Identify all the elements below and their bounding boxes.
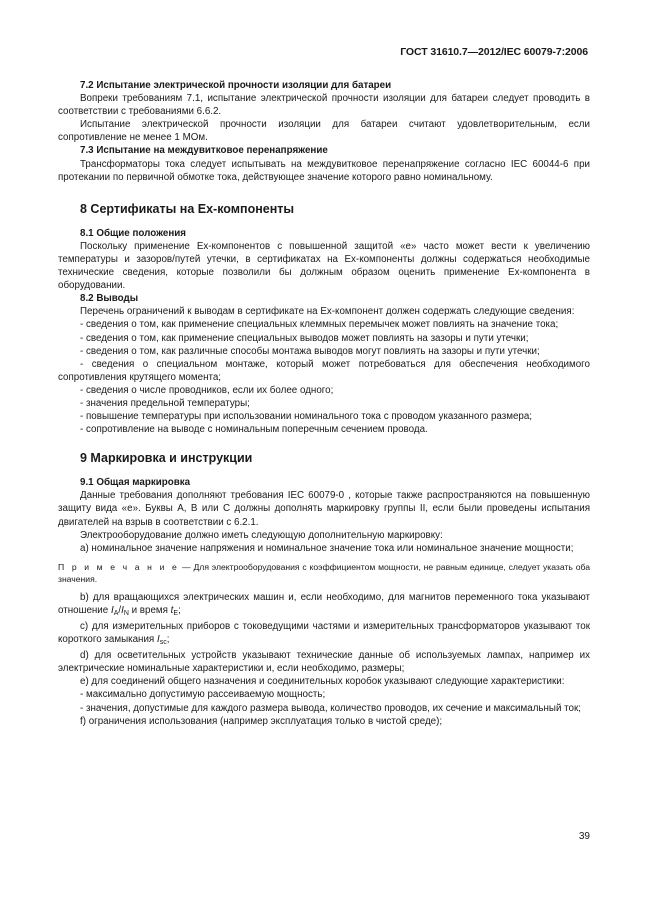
subscript-a: A: [113, 609, 119, 617]
marking-item-e: е) для соединений общего назначения и соединительных коробок указывают следующие характеристики:: [80, 676, 565, 688]
subscript-n: N: [123, 609, 129, 617]
page-content: [58, 79, 590, 728]
section-8-title: 8 Сертификаты на Ex-компоненты: [80, 201, 295, 216]
marking-item-b-text-2: и время: [128, 604, 171, 616]
marking-item-c-text: с) для измерительных приборов с токоведущими частями и измерительных трансформаторов указывают ток короткого замыкания: [58, 621, 590, 646]
symbol-isc: I: [156, 634, 160, 646]
symbol-ia: I: [110, 604, 114, 616]
marking-item-f: f) ограничения использования (например эксплуатация только в чистой среде);: [80, 715, 443, 727]
subscript-e: E: [173, 609, 179, 617]
section-9-1-title: 9.1 Общая маркировка: [80, 477, 191, 489]
section-7-2-paragraph-2: Испытание электрической прочности изоляции для батареи считают удовлетворительным, если сопротивление не менее 1 МОм.: [58, 119, 590, 144]
marking-item-d: d) для осветительных устройств указывают технические данные об используемых лампах, например их электрические номинальные характеристики и, если необходимо, размеры;: [58, 650, 590, 675]
page-number: 39: [578, 831, 590, 842]
section-8-1-paragraph-1: Поскольку применение Ex-компонентов с повышенной защитой «е» часто может вести к увеличению температуры и зазоров/путей утечки, в сертификатах на Ex-компоненты должны содержаться необходимые технические сведения, которые позволили бы должным образом оценить применение Ex-компонента в оборудовании.: [58, 240, 590, 292]
section-8-2-paragraph-1: Перечень ограничений к выводам в сертификате на Ex-компонент должен содержать следующие сведения:: [80, 306, 575, 318]
list-item: - сведения о числе проводников, если их более одного;: [80, 384, 334, 396]
list-item: - повышение температуры при использовании номинального тока с проводом указанного размера;: [80, 411, 533, 423]
section-7-2-title: 7.2 Испытание электрической прочности изоляции для батареи: [80, 80, 392, 91]
list-item: - сопротивление на выводе с номинальным поперечным сечением провода.: [80, 424, 428, 436]
standard-header: ГОСТ 31610.7—2012/IEC 60079-7:2006: [400, 46, 588, 58]
list-item: - сведения о специальном монтаже, который может потребоваться для обеспечения необходимого сопротивления крутящего момента;: [58, 358, 590, 383]
list-item: - сведения о том, как различные способы монтажа выводов могут повлиять на зазоры и пути утечки;: [80, 345, 540, 357]
section-8-2-title: 8.2 Выводы: [80, 293, 139, 305]
marking-item-b-end: ;: [178, 604, 181, 616]
section-9-1-paragraph-2: Электрооборудование должно иметь следующую дополнительную маркировку:: [80, 529, 443, 541]
list-item: - максимально допустимую рассеиваемую мощность;: [80, 689, 326, 701]
section-9-title: 9 Маркировка и инструкции: [80, 451, 253, 466]
list-item: - сведения о том, как применение специальных клеммных перемычек может повлиять на значение тока;: [80, 319, 559, 331]
list-item: - значения, допустимые для каждого размера вывода, количество проводов, их сечение и максимальный ток;: [80, 702, 582, 714]
section-9-1-paragraph-1: Данные требования дополняют требования IEC 60079-0 , которые также распространяются на повышенную защиту вида «е». Буквы А, В или С должны дополнять маркировку группы II, если были проведены испытания двигателей на взрыв в соответствии с 6.2.1.: [58, 490, 590, 528]
list-item: - сведения о том, как применение специальных выводов может повлиять на зазоры и пути утечки;: [80, 332, 529, 344]
note-text: — Для электрооборудования с коэффициентом мощности, не равным единице, следует указать оба значения.: [58, 561, 590, 584]
marking-item-b: [58, 591, 590, 620]
subscript-sc: sc: [159, 639, 167, 647]
symbol-in: I: [121, 604, 124, 616]
list-item: - значения предельной температуры;: [80, 397, 250, 409]
section-7-3-title: 7.3 Испытание на междувитковое перенапряжение: [80, 145, 328, 157]
slash: /: [118, 604, 122, 616]
symbol-te: t: [170, 604, 174, 616]
section-7-2-paragraph-1: Вопреки требованиям 7.1, испытание электрической прочности изоляции для батареи следует проводить в соответствии с требованиями 6.6.2.: [58, 93, 590, 118]
section-8-1-title: 8.1 Общие положения: [80, 227, 187, 239]
note: [58, 561, 590, 585]
marking-item-c: [58, 620, 590, 649]
marking-item-c-end: ;: [166, 634, 170, 646]
note-label: П р и м е ч а н и е: [58, 561, 180, 572]
marking-item-a: а) номинальное значение напряжения и номинальное значение тока или номинальное значение мощности;: [80, 542, 574, 554]
marking-item-b-text: b) для вращающихся электрических машин и, если необходимо, для магнитов переменного тока указывают отношение: [58, 591, 590, 616]
section-7-3-paragraph-1: Трансформаторы тока следует испытывать на междувитковое перенапряжение согласно IEC 60044-6 при протекании по первичной обмотке тока, действующее значение которого равно номинальному.: [58, 158, 590, 183]
